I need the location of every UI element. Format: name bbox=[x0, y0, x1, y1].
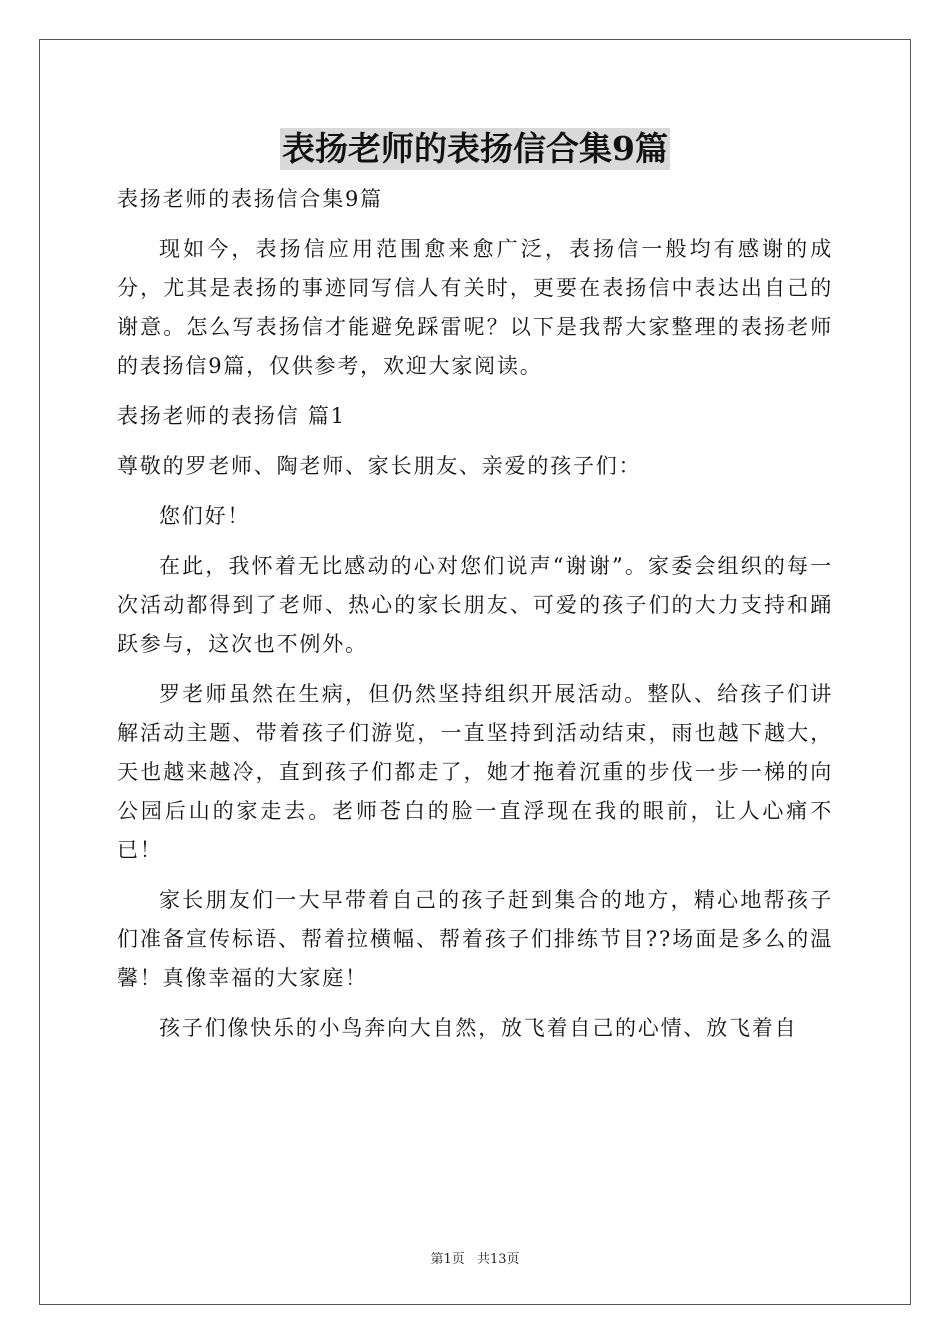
paragraph-thanks: 在此，我怀着无比感动的心对您们说声“谢谢”。家委会组织的每一次活动都得到了老师、热心的家长朋友、可爱的孩子们的大力支持和踊跃参与，这次也不例外。 bbox=[117, 554, 833, 656]
document-body bbox=[117, 180, 833, 1059]
title-wrap bbox=[0, 128, 950, 170]
page-total: 共13页 bbox=[476, 1252, 520, 1267]
document-title: 表扬老师的表扬信合集9篇 bbox=[282, 129, 668, 168]
paragraph-subtitle: 表扬老师的表扬信合集9篇 bbox=[117, 187, 383, 211]
paragraph-salutation: 尊敬的罗老师、陶老师、家长朋友、亲爱的孩子们： bbox=[117, 454, 642, 478]
paragraph-children: 孩子们像快乐的小鸟奔向大自然，放飞着自己的心情、放飞着自 bbox=[159, 1016, 798, 1040]
paragraph-parents: 家长朋友们一大早带着自己的孩子赶到集合的地方，精心地帮孩子们准备宣传标语、帮着拉横幅、帮着孩子们排练节目??场面是多么的温馨！真像幸福的大家庭！ bbox=[117, 888, 833, 990]
section-heading: 表扬老师的表扬信 篇1 bbox=[117, 404, 346, 428]
page-footer bbox=[0, 1248, 950, 1267]
paragraph-teacher: 罗老师虽然在生病，但仍然坚持组织开展活动。整队、给孩子们讲解活动主题、带着孩子们游览，一直坚持到活动结束，雨也越下越大，天也越来越冷，直到孩子们都走了，她才拖着沉重的步伐一步一梯的向公园后山的家走去。老师苍白的脸一直浮现在我的眼前，让人心痛不已！ bbox=[117, 682, 833, 862]
paragraph-intro: 现如今，表扬信应用范围愈来愈广泛，表扬信一般均有感谢的成分，尤其是表扬的事迹同写信人有关时，更要在表扬信中表达出自己的谢意。怎么写表扬信才能避免踩雷呢？以下是我帮大家整理的表扬老师的表扬信9篇，仅供参考，欢迎大家阅读。 bbox=[117, 237, 833, 378]
page-number: 第1页 bbox=[430, 1252, 465, 1267]
paragraph-greeting: 您们好！ bbox=[159, 504, 251, 528]
